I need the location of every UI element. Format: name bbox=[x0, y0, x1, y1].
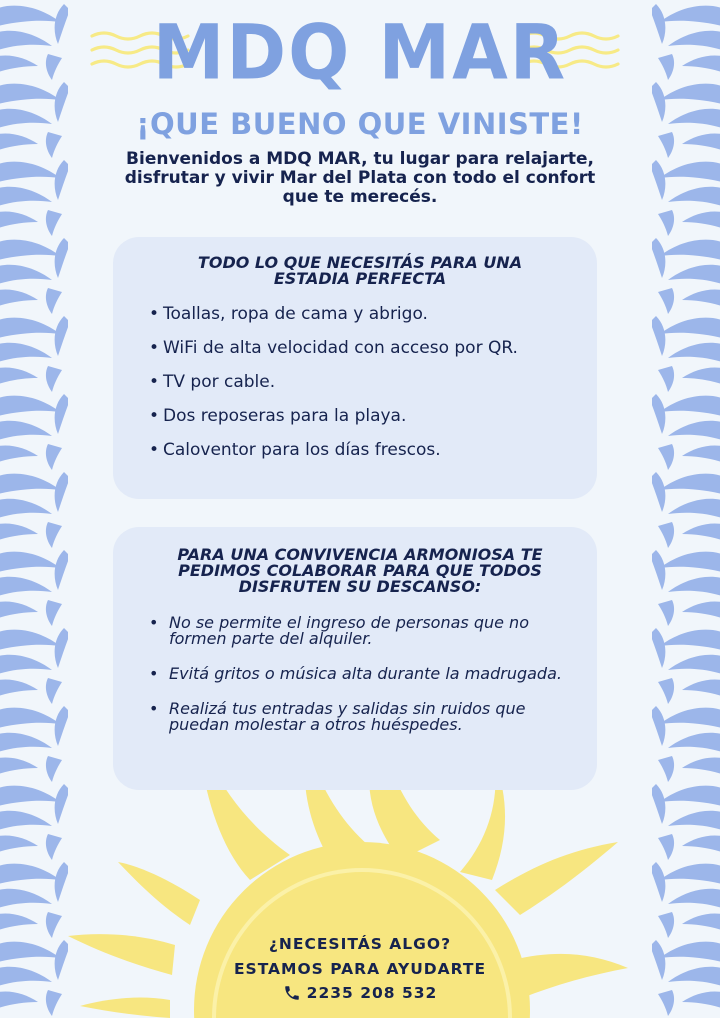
help-question: ¿NECESITÁS ALGO? bbox=[268, 935, 452, 953]
list-item-text: TV por cable. bbox=[163, 372, 276, 392]
help-offer: ESTAMOS PARA AYUDARTE bbox=[233, 959, 487, 978]
list-item-text: Caloventor para los días frescos. bbox=[163, 440, 441, 460]
list-item-text: Toallas, ropa de cama y abrigo. bbox=[163, 304, 428, 324]
amenities-list bbox=[149, 303, 571, 461]
bullet-icon: • bbox=[149, 699, 159, 718]
intro-text: Bienvenidos a MDQ MAR, tu lugar para relajarte, disfrutar y vivir Mar del Plata con todo el confort que te merecés. bbox=[124, 149, 596, 207]
contact-block bbox=[200, 932, 520, 1006]
bullet-icon: • bbox=[149, 613, 159, 632]
list-item bbox=[149, 615, 571, 647]
list-item bbox=[149, 701, 571, 733]
list-item-text: WiFi de alta velocidad con acceso por QR. bbox=[163, 338, 518, 358]
page-subtitle: ¡QUE BUENO QUE VINISTE! bbox=[136, 107, 584, 141]
bullet-icon: • bbox=[149, 664, 159, 683]
amenities-heading: TODO LO QUE NECESITÁS PARA UNA ESTADIA PERFECTA bbox=[197, 253, 523, 288]
list-item-text: Dos reposeras para la playa. bbox=[163, 406, 407, 426]
list-item bbox=[149, 303, 571, 325]
bullet-icon: • bbox=[149, 338, 160, 358]
rules-list bbox=[149, 615, 571, 733]
list-item bbox=[149, 337, 571, 359]
list-item bbox=[149, 666, 571, 682]
phone-row[interactable] bbox=[200, 981, 520, 1006]
page-title: MDQ MAR bbox=[152, 7, 568, 97]
bullet-icon: • bbox=[149, 406, 160, 426]
rules-heading: PARA UNA CONVIVENCIA ARMONIOSA TE PEDIMOS COLABORAR PARA QUE TODOS DISFRUTEN SU DESCANSO: bbox=[177, 545, 543, 596]
bullet-icon: • bbox=[149, 372, 160, 392]
phone-icon bbox=[283, 984, 301, 1002]
list-item-text: Evitá gritos o música alta durante la madrugada. bbox=[169, 664, 562, 683]
rules-card bbox=[113, 527, 597, 790]
list-item-text: Realizá tus entradas y salidas sin ruidos que puedan molestar a otros huéspedes. bbox=[169, 699, 526, 734]
list-item bbox=[149, 405, 571, 427]
amenities-card bbox=[113, 237, 597, 499]
list-item-text: No se permite el ingreso de personas que no formen parte del alquiler. bbox=[169, 613, 529, 648]
bullet-icon: • bbox=[149, 304, 160, 324]
list-item bbox=[149, 371, 571, 393]
phone-number[interactable]: 2235 208 532 bbox=[306, 984, 438, 1002]
bullet-icon: • bbox=[149, 440, 160, 460]
list-item bbox=[149, 439, 571, 461]
